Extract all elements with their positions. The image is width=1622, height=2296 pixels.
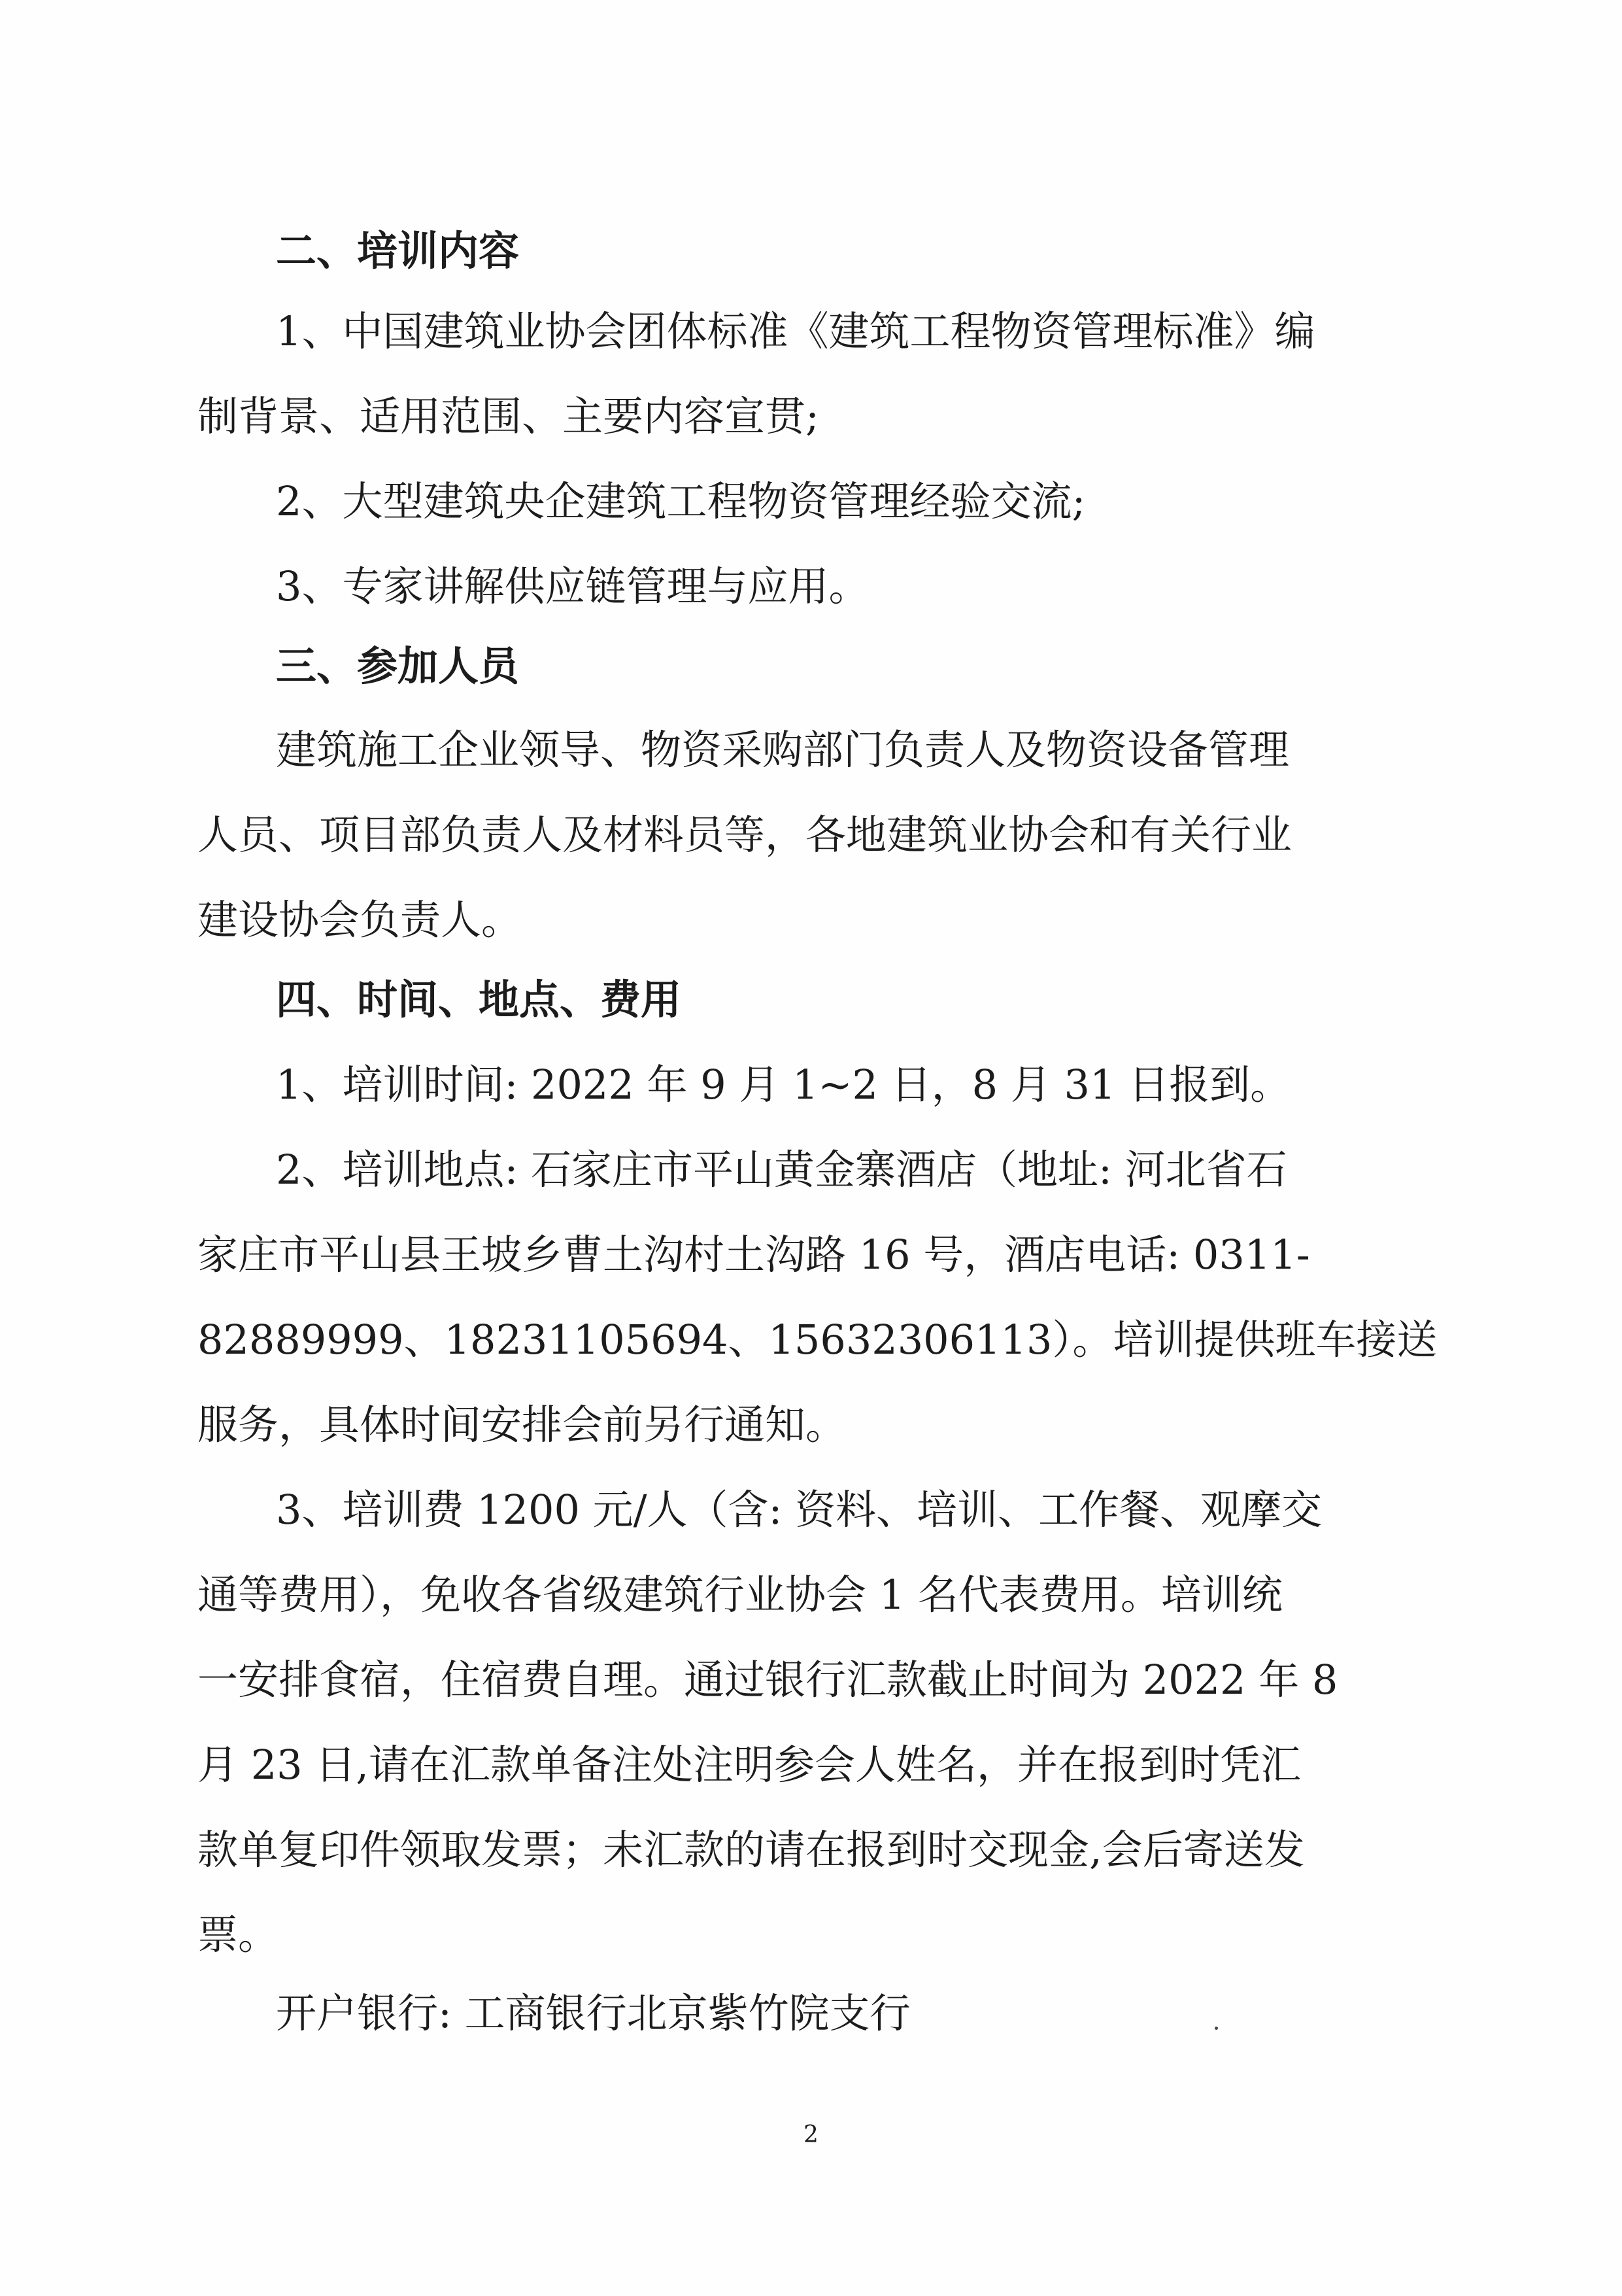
- scan-speck: [1215, 2027, 1218, 2030]
- training-place-line-4: 服务，具体时间安排会前另行通知。: [197, 1401, 847, 1448]
- content-item-1-line-1: 1、中国建筑业协会团体标准《建筑工程物资管理标准》编: [276, 307, 1315, 355]
- page-number: 2: [803, 2121, 819, 2148]
- training-fee-line-2: 通等费用），免收各省级建筑行业协会 1 名代表费用。培训统: [197, 1571, 1283, 1619]
- training-place-line-1: 2、培训地点: 石家庄市平山黄金寨酒店（地址: 河北省石: [276, 1146, 1287, 1193]
- participants-line-3: 建设协会负责人。: [197, 896, 522, 944]
- training-fee-line-4: 月 23 日,请在汇款单备注处注明参会人姓名，并在报到时凭汇: [197, 1741, 1302, 1789]
- training-fee-line-6: 票。: [197, 1911, 279, 1959]
- training-fee-line-5: 款单复印件领取发票；未汇款的请在报到时交现金,会后寄送发: [197, 1826, 1305, 1874]
- section-heading-training-content: 二、培训内容: [276, 227, 520, 275]
- training-place-line-3: 82889999、18231105694、15632306113）。培训提供班车接送: [197, 1316, 1438, 1363]
- bank-account: 开户银行: 工商银行北京紫竹院支行: [276, 1989, 911, 2037]
- section-heading-time-place-fee: 四、时间、地点、费用: [276, 976, 682, 1023]
- training-time: 1、培训时间: 2022 年 9 月 1~2 日，8 月 31 日报到。: [276, 1061, 1291, 1108]
- participants-line-1: 建筑施工企业领导、物资采购部门负责人及物资设备管理: [276, 726, 1290, 774]
- training-fee-line-3: 一安排食宿，住宿费自理。通过银行汇款截止时间为 2022 年 8: [197, 1656, 1338, 1704]
- training-place-line-2: 家庄市平山县王坡乡曹土沟村土沟路 16 号，酒店电话: 0311-: [197, 1231, 1310, 1278]
- content-item-1-line-2: 制背景、适用范围、主要内容宣贯;: [197, 392, 819, 440]
- content-item-3: 3、专家讲解供应链管理与应用。: [276, 562, 870, 610]
- participants-line-2: 人员、项目部负责人及材料员等，各地建筑业协会和有关行业: [197, 811, 1293, 859]
- section-heading-participants: 三、参加人员: [276, 642, 520, 690]
- training-fee-line-1: 3、培训费 1200 元/人（含: 资料、培训、工作餐、观摩交: [276, 1486, 1323, 1534]
- content-item-2: 2、大型建筑央企建筑工程物资管理经验交流;: [276, 477, 1086, 525]
